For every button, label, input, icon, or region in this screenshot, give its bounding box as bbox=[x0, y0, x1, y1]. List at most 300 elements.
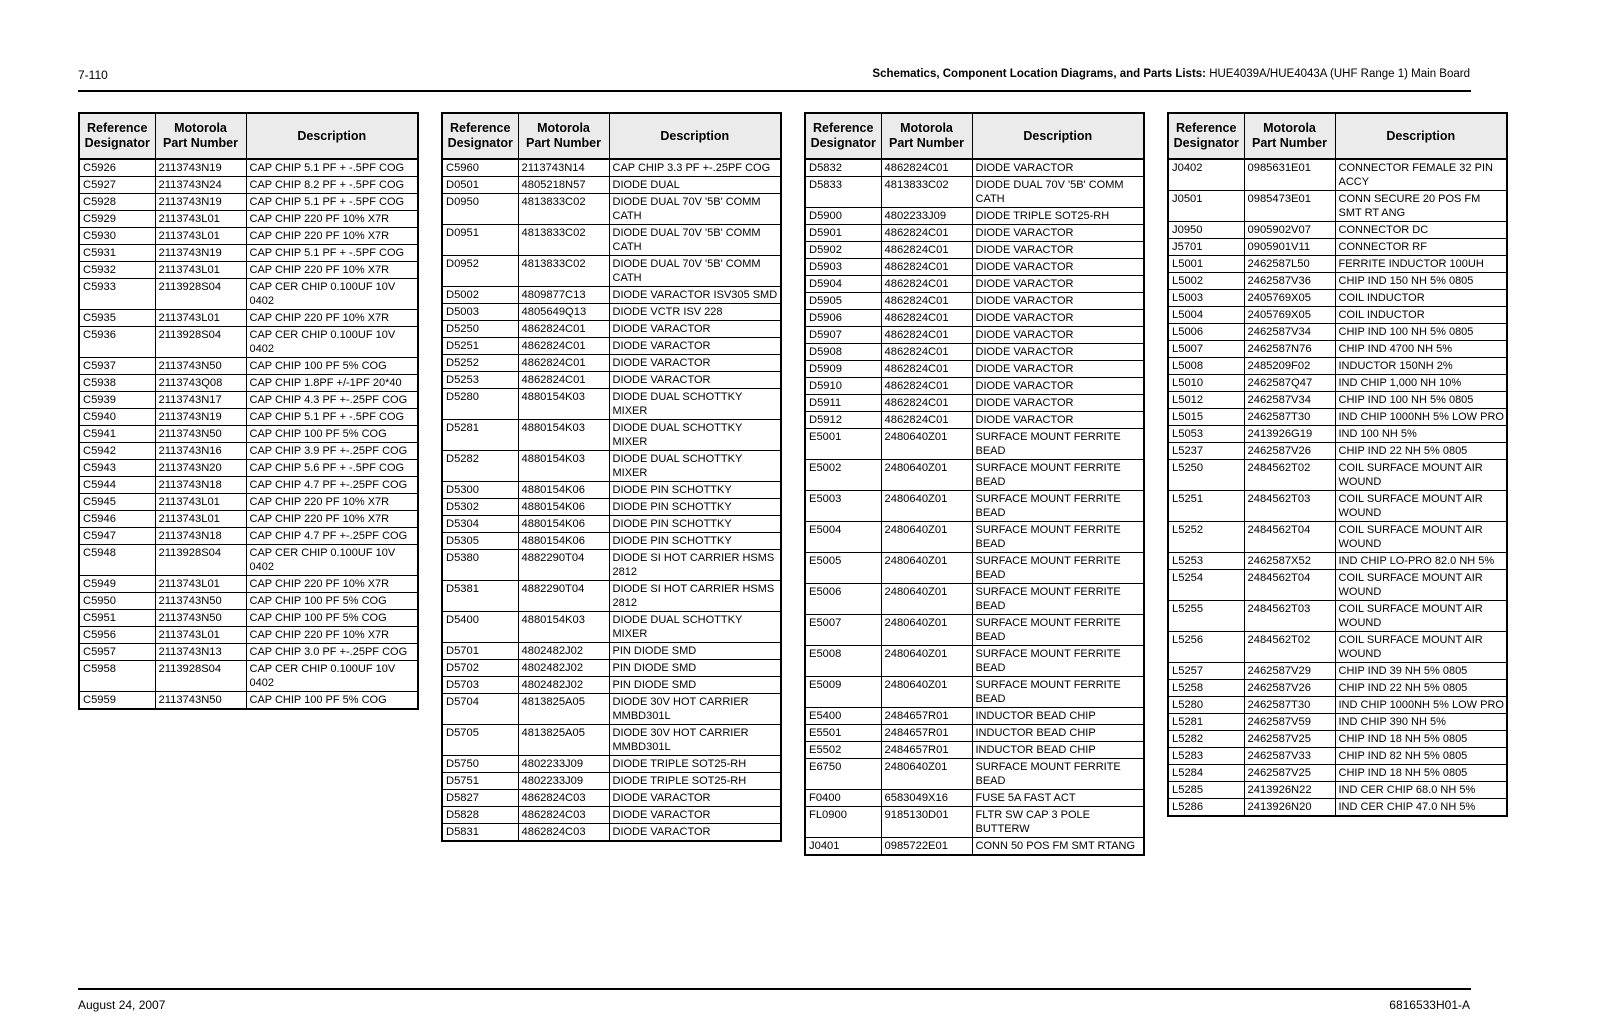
table-row bbox=[442, 256, 781, 287]
description-cell: DIODE VARACTOR bbox=[972, 293, 1144, 310]
description-cell: SURFACE MOUNT FERRITE BEAD bbox=[972, 522, 1144, 553]
reference-designator-cell: D5380 bbox=[442, 550, 518, 581]
description-cell: FLTR SW CAP 3 POLE BUTTERW bbox=[972, 807, 1144, 838]
part-number-cell: 2462587V34 bbox=[1244, 392, 1335, 409]
table-row bbox=[79, 627, 418, 644]
col-header-description bbox=[1335, 113, 1507, 159]
table-row bbox=[805, 344, 1144, 361]
table-row bbox=[805, 395, 1144, 412]
description-cell: CONNECTOR DC bbox=[1335, 222, 1507, 239]
description-cell: DIODE TRIPLE SOT25-RH bbox=[972, 208, 1144, 225]
part-number-cell: 2113743Q08 bbox=[155, 375, 246, 392]
description-cell: PIN DIODE SMD bbox=[609, 677, 781, 694]
reference-designator-cell: J0950 bbox=[1168, 222, 1244, 239]
reference-designator-cell: L5253 bbox=[1168, 553, 1244, 570]
description-cell: CAP CER CHIP 0.100UF 10V 0402 bbox=[246, 279, 418, 310]
description-cell: CAP CHIP 220 PF 10% X7R bbox=[246, 627, 418, 644]
description-cell: CHIP IND 18 NH 5% 0805 bbox=[1335, 765, 1507, 782]
part-number-cell: 2113743L01 bbox=[155, 627, 246, 644]
part-number-cell: 4813833C02 bbox=[881, 177, 972, 208]
description-cell: CONN SECURE 20 POS FM SMT RT ANG bbox=[1335, 191, 1507, 222]
table-row bbox=[1168, 324, 1507, 341]
reference-designator-cell: D5304 bbox=[442, 516, 518, 533]
description-cell: SURFACE MOUNT FERRITE BEAD bbox=[972, 429, 1144, 460]
table-row bbox=[442, 790, 781, 807]
part-number-cell: 2462587Q47 bbox=[1244, 375, 1335, 392]
part-number-cell: 2480640Z01 bbox=[881, 429, 972, 460]
description-cell: CAP CHIP 5.1 PF + -.5PF COG bbox=[246, 159, 418, 177]
part-number-cell: 4882290T04 bbox=[518, 550, 609, 581]
reference-designator-cell: C5937 bbox=[79, 358, 155, 375]
description-cell: CAP CHIP 1.8PF +/-1PF 20*40 bbox=[246, 375, 418, 392]
reference-designator-cell: D5302 bbox=[442, 499, 518, 516]
part-number-cell: 4862824C01 bbox=[881, 361, 972, 378]
table-row bbox=[805, 460, 1144, 491]
part-number-cell: 2113743L01 bbox=[155, 310, 246, 327]
table-header-row bbox=[442, 113, 781, 159]
part-number-cell: 2113743L01 bbox=[155, 262, 246, 279]
table-row bbox=[805, 553, 1144, 584]
part-number-cell: 2113743L01 bbox=[155, 576, 246, 593]
col-header-description bbox=[972, 113, 1144, 159]
table-row bbox=[79, 228, 418, 245]
reference-designator-cell: D5282 bbox=[442, 451, 518, 482]
reference-designator-cell: D5705 bbox=[442, 725, 518, 756]
part-number-cell: 4862824C01 bbox=[881, 412, 972, 429]
table-row bbox=[1168, 256, 1507, 273]
reference-designator-cell: D5253 bbox=[442, 372, 518, 389]
reference-designator-cell: D5906 bbox=[805, 310, 881, 327]
part-number-cell: 4802233J09 bbox=[518, 773, 609, 790]
description-cell: SURFACE MOUNT FERRITE BEAD bbox=[972, 677, 1144, 708]
reference-designator-cell: C5951 bbox=[79, 610, 155, 627]
description-cell: CHIP IND 22 NH 5% 0805 bbox=[1335, 443, 1507, 460]
part-number-cell: 2113743N19 bbox=[155, 409, 246, 426]
reference-designator-cell: L5001 bbox=[1168, 256, 1244, 273]
part-number-cell: 2113928S04 bbox=[155, 545, 246, 576]
description-cell: DIODE DUAL 70V '5B' COMM CATH bbox=[609, 256, 781, 287]
table-row bbox=[805, 742, 1144, 759]
table-row bbox=[1168, 522, 1507, 553]
part-number-cell: 2462587V59 bbox=[1244, 714, 1335, 731]
description-cell: CAP CER CHIP 0.100UF 10V 0402 bbox=[246, 661, 418, 692]
col-header-text: Description bbox=[660, 128, 730, 143]
description-cell: COIL SURFACE MOUNT AIR WOUND bbox=[1335, 570, 1507, 601]
part-number-cell: 4862824C03 bbox=[518, 824, 609, 842]
part-number-cell: 2485209F02 bbox=[1244, 358, 1335, 375]
part-number-cell: 6583049X16 bbox=[881, 790, 972, 807]
description-cell: DIODE DUAL 70V '5B' COMM CATH bbox=[609, 194, 781, 225]
reference-designator-cell: D5003 bbox=[442, 304, 518, 321]
table-header-row bbox=[79, 113, 418, 159]
description-cell: CAP CHIP 220 PF 10% X7R bbox=[246, 228, 418, 245]
reference-designator-cell: D5833 bbox=[805, 177, 881, 208]
description-cell: DIODE DUAL 70V '5B' COMM CATH bbox=[609, 225, 781, 256]
reference-designator-cell: L5053 bbox=[1168, 426, 1244, 443]
reference-designator-cell: D5911 bbox=[805, 395, 881, 412]
table-row bbox=[805, 208, 1144, 225]
description-cell: CAP CHIP 100 PF 5% COG bbox=[246, 358, 418, 375]
reference-designator-cell: C5950 bbox=[79, 593, 155, 610]
reference-designator-cell: C5928 bbox=[79, 194, 155, 211]
col-header-text: Part Number bbox=[162, 136, 239, 150]
table-row bbox=[1168, 375, 1507, 392]
part-number-cell: 2113743N17 bbox=[155, 392, 246, 409]
reference-designator-cell: D5832 bbox=[805, 159, 881, 177]
description-cell: DIODE VARACTOR bbox=[972, 395, 1144, 412]
table-row bbox=[1168, 570, 1507, 601]
reference-designator-cell: C5956 bbox=[79, 627, 155, 644]
table-row bbox=[79, 392, 418, 409]
description-cell: IND CHIP 390 NH 5% bbox=[1335, 714, 1507, 731]
part-number-cell: 2113743L01 bbox=[155, 211, 246, 228]
description-cell: CAP CHIP 220 PF 10% X7R bbox=[246, 494, 418, 511]
table-row bbox=[442, 516, 781, 533]
description-cell: SURFACE MOUNT FERRITE BEAD bbox=[972, 615, 1144, 646]
reference-designator-cell: D5702 bbox=[442, 660, 518, 677]
reference-designator-cell: D0951 bbox=[442, 225, 518, 256]
table-row bbox=[1168, 273, 1507, 290]
table-row bbox=[79, 310, 418, 327]
table-row bbox=[79, 593, 418, 610]
part-number-cell: 4862824C01 bbox=[518, 321, 609, 338]
col-header-motorola-part-number bbox=[881, 113, 972, 159]
table-row bbox=[1168, 392, 1507, 409]
reference-designator-cell: C5943 bbox=[79, 460, 155, 477]
description-cell: DIODE VARACTOR bbox=[972, 412, 1144, 429]
part-number-cell: 0985631E01 bbox=[1244, 159, 1335, 191]
col-header-text: Reference bbox=[813, 121, 874, 135]
page-number: 7-110 bbox=[78, 68, 108, 82]
reference-designator-cell: E5005 bbox=[805, 553, 881, 584]
reference-designator-cell: L5257 bbox=[1168, 663, 1244, 680]
reference-designator-cell: L5003 bbox=[1168, 290, 1244, 307]
description-cell: DIODE VARACTOR bbox=[972, 259, 1144, 276]
reference-designator-cell: C5959 bbox=[79, 692, 155, 710]
table-row bbox=[805, 177, 1144, 208]
reference-designator-cell: D5251 bbox=[442, 338, 518, 355]
reference-designator-cell: D0501 bbox=[442, 177, 518, 194]
table-row bbox=[1168, 601, 1507, 632]
footer-date: August 24, 2007 bbox=[78, 998, 166, 1012]
reference-designator-cell: C5935 bbox=[79, 310, 155, 327]
description-cell: CAP CHIP 3.9 PF +-.25PF COG bbox=[246, 443, 418, 460]
part-number-cell: 2462587N76 bbox=[1244, 341, 1335, 358]
reference-designator-cell: E5001 bbox=[805, 429, 881, 460]
table-row bbox=[442, 321, 781, 338]
description-cell: IND CER CHIP 68.0 NH 5% bbox=[1335, 782, 1507, 799]
col-header-text: Part Number bbox=[525, 136, 602, 150]
reference-designator-cell: D5905 bbox=[805, 293, 881, 310]
table-row bbox=[805, 327, 1144, 344]
part-number-cell: 4813825A05 bbox=[518, 725, 609, 756]
reference-designator-cell: D5901 bbox=[805, 225, 881, 242]
page-title-rest: HUE4039A/HUE4043A (UHF Range 1) Main Board bbox=[1206, 68, 1470, 80]
reference-designator-cell: D0950 bbox=[442, 194, 518, 225]
reference-designator-cell: C5929 bbox=[79, 211, 155, 228]
reference-designator-cell: C5946 bbox=[79, 511, 155, 528]
part-number-cell: 2462587L50 bbox=[1244, 256, 1335, 273]
part-number-cell: 2405769X05 bbox=[1244, 290, 1335, 307]
reference-designator-cell: J0402 bbox=[1168, 159, 1244, 191]
col-header-text: Reference bbox=[1176, 121, 1237, 135]
description-cell: DIODE SI HOT CARRIER HSMS 2812 bbox=[609, 581, 781, 612]
part-number-cell: 2462587T30 bbox=[1244, 697, 1335, 714]
part-number-cell: 2113743N50 bbox=[155, 610, 246, 627]
reference-designator-cell: L5255 bbox=[1168, 601, 1244, 632]
table-row bbox=[805, 759, 1144, 790]
description-cell: DIODE VARACTOR bbox=[609, 372, 781, 389]
reference-designator-cell: L5007 bbox=[1168, 341, 1244, 358]
description-cell: CAP CHIP 5.1 PF + -.5PF COG bbox=[246, 194, 418, 211]
description-cell: DIODE VARACTOR bbox=[609, 321, 781, 338]
part-number-cell: 2413926G19 bbox=[1244, 426, 1335, 443]
reference-designator-cell: D5904 bbox=[805, 276, 881, 293]
part-number-cell: 4862824C01 bbox=[881, 310, 972, 327]
part-number-cell: 0905902V07 bbox=[1244, 222, 1335, 239]
part-number-cell: 2113743N18 bbox=[155, 528, 246, 545]
description-cell: DIODE PIN SCHOTTKY bbox=[609, 533, 781, 550]
table-row bbox=[1168, 341, 1507, 358]
description-cell: CAP CHIP 5.6 PF + -.5PF COG bbox=[246, 460, 418, 477]
table-row bbox=[442, 807, 781, 824]
description-cell: DIODE VARACTOR bbox=[972, 276, 1144, 293]
description-cell: IND CHIP 1000NH 5% LOW PRO bbox=[1335, 697, 1507, 714]
reference-designator-cell: E5501 bbox=[805, 725, 881, 742]
part-number-cell: 4880154K03 bbox=[518, 612, 609, 643]
col-header-description bbox=[246, 113, 418, 159]
col-header-reference-designator bbox=[442, 113, 518, 159]
table-row bbox=[1168, 460, 1507, 491]
table-row bbox=[442, 372, 781, 389]
part-number-cell: 2484562T04 bbox=[1244, 522, 1335, 553]
reference-designator-cell: L5285 bbox=[1168, 782, 1244, 799]
reference-designator-cell: FL0900 bbox=[805, 807, 881, 838]
part-number-cell: 2480640Z01 bbox=[881, 491, 972, 522]
description-cell: IND CHIP LO-PRO 82.0 NH 5% bbox=[1335, 553, 1507, 570]
part-number-cell: 4882290T04 bbox=[518, 581, 609, 612]
reference-designator-cell: E5008 bbox=[805, 646, 881, 677]
part-number-cell: 2480640Z01 bbox=[881, 584, 972, 615]
description-cell: DIODE VARACTOR bbox=[609, 824, 781, 842]
description-cell: SURFACE MOUNT FERRITE BEAD bbox=[972, 553, 1144, 584]
parts-table-3 bbox=[804, 112, 1145, 856]
part-number-cell: 2113743N19 bbox=[155, 194, 246, 211]
reference-designator-cell: L5251 bbox=[1168, 491, 1244, 522]
part-number-cell: 2462587V26 bbox=[1244, 680, 1335, 697]
description-cell: CAP CHIP 5.1 PF + -.5PF COG bbox=[246, 245, 418, 262]
reference-designator-cell: D5902 bbox=[805, 242, 881, 259]
part-number-cell: 4862824C01 bbox=[881, 395, 972, 412]
table-row bbox=[79, 528, 418, 545]
part-number-cell: 4813833C02 bbox=[518, 225, 609, 256]
table-row bbox=[805, 293, 1144, 310]
table-row bbox=[805, 412, 1144, 429]
reference-designator-cell: D0952 bbox=[442, 256, 518, 287]
part-number-cell: 2113743N16 bbox=[155, 443, 246, 460]
col-header-description bbox=[609, 113, 781, 159]
col-header-text: Motorola bbox=[537, 121, 590, 135]
description-cell: IND CHIP 1,000 NH 10% bbox=[1335, 375, 1507, 392]
description-cell: DIODE DUAL SCHOTTKY MIXER bbox=[609, 451, 781, 482]
part-number-cell: 2480640Z01 bbox=[881, 759, 972, 790]
col-header-motorola-part-number bbox=[155, 113, 246, 159]
table-row bbox=[442, 643, 781, 660]
part-number-cell: 4802233J09 bbox=[518, 756, 609, 773]
table-row bbox=[442, 694, 781, 725]
table-header-row bbox=[805, 113, 1144, 159]
description-cell: DIODE TRIPLE SOT25-RH bbox=[609, 756, 781, 773]
description-cell: DIODE VARACTOR bbox=[609, 790, 781, 807]
table-row bbox=[442, 338, 781, 355]
table-row bbox=[805, 310, 1144, 327]
description-cell: DIODE VARACTOR bbox=[972, 378, 1144, 395]
description-cell: DIODE VARACTOR bbox=[972, 327, 1144, 344]
part-number-cell: 4862824C01 bbox=[881, 242, 972, 259]
description-cell: DIODE VARACTOR bbox=[972, 159, 1144, 177]
col-header-text: Motorola bbox=[900, 121, 953, 135]
table-row bbox=[79, 358, 418, 375]
reference-designator-cell: E5003 bbox=[805, 491, 881, 522]
table-row bbox=[79, 327, 418, 358]
part-number-cell: 2462587V29 bbox=[1244, 663, 1335, 680]
reference-designator-cell: C5927 bbox=[79, 177, 155, 194]
col-header-text: Description bbox=[297, 128, 367, 143]
reference-designator-cell: D5751 bbox=[442, 773, 518, 790]
table-row bbox=[805, 361, 1144, 378]
description-cell: CAP CHIP 3.0 PF +-.25PF COG bbox=[246, 644, 418, 661]
part-number-cell: 4802482J02 bbox=[518, 643, 609, 660]
description-cell: CAP CER CHIP 0.100UF 10V 0402 bbox=[246, 545, 418, 576]
part-number-cell: 0985722E01 bbox=[881, 838, 972, 856]
description-cell: FERRITE INDUCTOR 100UH bbox=[1335, 256, 1507, 273]
reference-designator-cell: E5502 bbox=[805, 742, 881, 759]
description-cell: CHIP IND 82 NH 5% 0805 bbox=[1335, 748, 1507, 765]
col-header-text: Designator bbox=[1173, 136, 1239, 150]
table-row bbox=[79, 426, 418, 443]
description-cell: CAP CHIP 220 PF 10% X7R bbox=[246, 310, 418, 327]
description-cell: DIODE DUAL SCHOTTKY MIXER bbox=[609, 389, 781, 420]
table-row bbox=[1168, 799, 1507, 817]
table-row bbox=[805, 708, 1144, 725]
description-cell: DIODE PIN SCHOTTKY bbox=[609, 516, 781, 533]
reference-designator-cell: C5930 bbox=[79, 228, 155, 245]
col-header-text: Motorola bbox=[174, 121, 227, 135]
reference-designator-cell: D5827 bbox=[442, 790, 518, 807]
part-number-cell: 2462587T30 bbox=[1244, 409, 1335, 426]
reference-designator-cell: L5286 bbox=[1168, 799, 1244, 817]
reference-designator-cell: L5010 bbox=[1168, 375, 1244, 392]
table-row bbox=[1168, 553, 1507, 570]
description-cell: INDUCTOR BEAD CHIP bbox=[972, 708, 1144, 725]
description-cell: DIODE DUAL 70V '5B' COMM CATH bbox=[972, 177, 1144, 208]
description-cell: CAP CHIP 4.7 PF +-.25PF COG bbox=[246, 528, 418, 545]
description-cell: IND CHIP 1000NH 5% LOW PRO bbox=[1335, 409, 1507, 426]
table-row bbox=[79, 409, 418, 426]
reference-designator-cell: E5007 bbox=[805, 615, 881, 646]
table-row bbox=[442, 499, 781, 516]
description-cell: CAP CHIP 8.2 PF + -.5PF COG bbox=[246, 177, 418, 194]
table-row bbox=[1168, 632, 1507, 663]
part-number-cell: 4805218N57 bbox=[518, 177, 609, 194]
part-number-cell: 2113928S04 bbox=[155, 661, 246, 692]
reference-designator-cell: D5002 bbox=[442, 287, 518, 304]
part-number-cell: 4813833C02 bbox=[518, 256, 609, 287]
header-rule bbox=[78, 90, 1471, 92]
part-number-cell: 2113928S04 bbox=[155, 327, 246, 358]
table-row bbox=[1168, 222, 1507, 239]
part-number-cell: 2113743N50 bbox=[155, 692, 246, 710]
parts-table-4 bbox=[1167, 112, 1508, 817]
part-number-cell: 2484562T03 bbox=[1244, 601, 1335, 632]
description-cell: IND 100 NH 5% bbox=[1335, 426, 1507, 443]
description-cell: DIODE VARACTOR bbox=[972, 361, 1144, 378]
reference-designator-cell: E5400 bbox=[805, 708, 881, 725]
description-cell: CAP CHIP 4.7 PF +-.25PF COG bbox=[246, 477, 418, 494]
col-header-text: Part Number bbox=[1251, 136, 1328, 150]
reference-designator-cell: L5250 bbox=[1168, 460, 1244, 491]
part-number-cell: 2462587V26 bbox=[1244, 443, 1335, 460]
table-row bbox=[79, 262, 418, 279]
table-row bbox=[1168, 443, 1507, 460]
reference-designator-cell: L5012 bbox=[1168, 392, 1244, 409]
table-row bbox=[1168, 358, 1507, 375]
table-row bbox=[805, 615, 1144, 646]
description-cell: DIODE VARACTOR ISV305 SMD bbox=[609, 287, 781, 304]
reference-designator-cell: D5381 bbox=[442, 581, 518, 612]
col-header-text: Description bbox=[1023, 128, 1093, 143]
footer-doc-number: 6816533H01-A bbox=[1389, 998, 1470, 1012]
reference-designator-cell: D5910 bbox=[805, 378, 881, 395]
reference-designator-cell: E5004 bbox=[805, 522, 881, 553]
reference-designator-cell: D5907 bbox=[805, 327, 881, 344]
part-number-cell: 4862824C01 bbox=[881, 159, 972, 177]
reference-designator-cell: L5006 bbox=[1168, 324, 1244, 341]
col-header-text: Designator bbox=[447, 136, 513, 150]
table-row bbox=[79, 494, 418, 511]
part-number-cell: 2413926N20 bbox=[1244, 799, 1335, 817]
col-header-reference-designator bbox=[1168, 113, 1244, 159]
table-row bbox=[805, 790, 1144, 807]
reference-designator-cell: L5008 bbox=[1168, 358, 1244, 375]
part-number-cell: 4880154K03 bbox=[518, 389, 609, 420]
reference-designator-cell: F0400 bbox=[805, 790, 881, 807]
description-cell: SURFACE MOUNT FERRITE BEAD bbox=[972, 491, 1144, 522]
reference-designator-cell: L5258 bbox=[1168, 680, 1244, 697]
reference-designator-cell: C5941 bbox=[79, 426, 155, 443]
part-number-cell: 4862824C01 bbox=[881, 344, 972, 361]
table-row bbox=[442, 482, 781, 499]
reference-designator-cell: C5947 bbox=[79, 528, 155, 545]
reference-designator-cell: D5300 bbox=[442, 482, 518, 499]
reference-designator-cell: C5949 bbox=[79, 576, 155, 593]
description-cell: FUSE 5A FAST ACT bbox=[972, 790, 1144, 807]
part-number-cell: 4813833C02 bbox=[518, 194, 609, 225]
description-cell: SURFACE MOUNT FERRITE BEAD bbox=[972, 584, 1144, 615]
part-number-cell: 2413926N22 bbox=[1244, 782, 1335, 799]
reference-designator-cell: D5400 bbox=[442, 612, 518, 643]
part-number-cell: 2113743N24 bbox=[155, 177, 246, 194]
table-row bbox=[79, 177, 418, 194]
description-cell: DIODE VARACTOR bbox=[972, 344, 1144, 361]
table-row bbox=[1168, 239, 1507, 256]
reference-designator-cell: D5281 bbox=[442, 420, 518, 451]
part-number-cell: 2113743N18 bbox=[155, 477, 246, 494]
part-number-cell: 2113743N19 bbox=[155, 159, 246, 177]
col-header-reference-designator bbox=[79, 113, 155, 159]
part-number-cell: 4862824C01 bbox=[881, 276, 972, 293]
reference-designator-cell: C5936 bbox=[79, 327, 155, 358]
